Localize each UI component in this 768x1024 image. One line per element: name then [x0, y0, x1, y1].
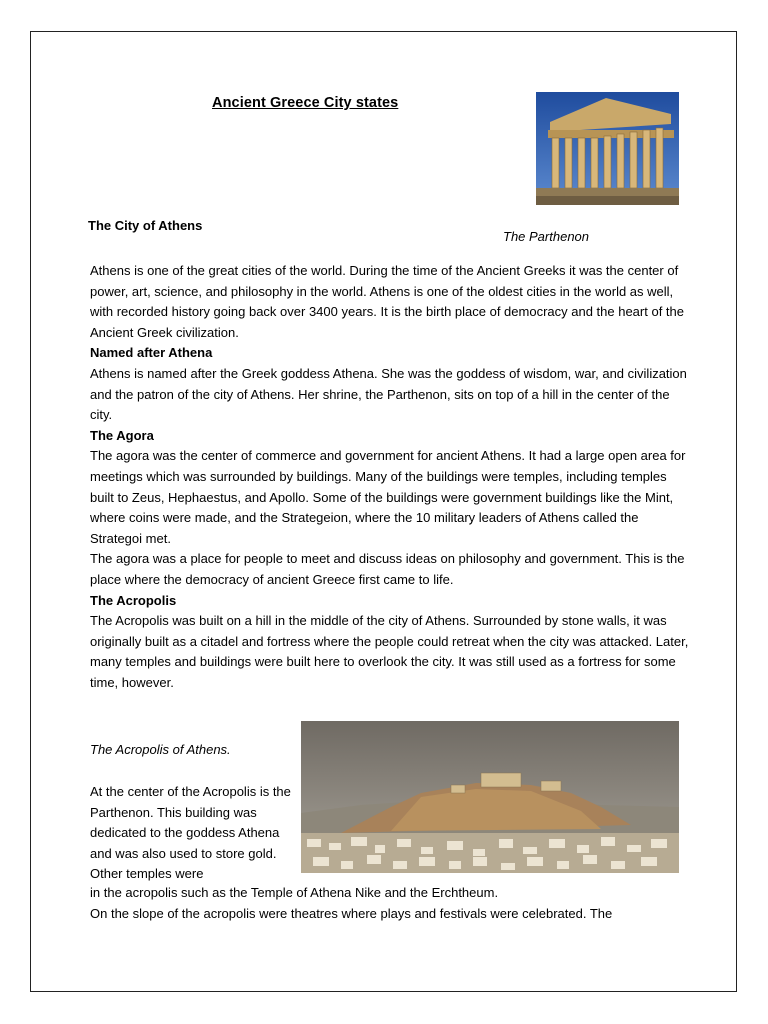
wrapped-text-block: [90, 782, 295, 885]
document-title: Ancient Greece City states: [212, 95, 399, 111]
slope-paragraph: On the slope of the acropolis were theatres where plays and festivals were celebrated. The: [90, 905, 613, 921]
continued-text-block: [90, 883, 690, 924]
named-heading: Named after Athena: [90, 345, 213, 361]
center-paragraph-continued: in the acropolis such as the Temple of Athena Nike and the Erchtheum.: [90, 885, 499, 900]
acropolis-paragraph: The Acropolis was built on a hill in the middle of the city of Athens. Surrounded by stone walls, it was originally built as a citadel and fortress where the people could retreat when the city was attacked. Later, many temples and buildings were built here to overlook the city. It was still used as a fortress for some time, however.: [90, 613, 689, 690]
parthenon-caption: The Parthenon: [503, 229, 590, 244]
section-heading: The City of Athens: [88, 218, 203, 233]
acropolis-caption: The Acropolis of Athens.: [90, 742, 231, 757]
center-paragraph: At the center of the Acropolis is the Parthenon. This building was dedicated to the goddess Athena and was also used to store gold. Other temples were: [90, 784, 291, 882]
parthenon-photo: [536, 92, 679, 205]
intro-paragraph: Athens is one of the great cities of the world. During the time of the Ancient Greeks it was the center of power, art, science, and philosophy in the world. Athens is one of the oldest cities in the world as well, with recorded history going back over 3400 years. It is the birth place of democracy and the heart of the Ancient Greek civilization.: [90, 263, 684, 340]
named-paragraph: Athens is named after the Greek goddess Athena. She was the goddess of wisdom, war, and civilization and the patron of the city of Athens. Her shrine, the Parthenon, sits on top of a hill in the center of the city.: [90, 365, 687, 423]
acropolis-photo: [301, 721, 679, 873]
acropolis-heading: The Acropolis: [90, 592, 177, 608]
main-body: [90, 261, 690, 693]
agora-heading: The Agora: [90, 427, 154, 443]
agora-paragraph-2: The agora was a place for people to meet and discuss ideas on philosophy and government. This is the place where the democracy of ancient Greece first came to life.: [90, 551, 685, 587]
agora-paragraph-1: The agora was the center of commerce and government for ancient Athens. It had a large open area for meetings which was surrounded by buildings. Many of the buildings were temples, including temples built to Zeus, Hephaestus, and Apollo. Some of the buildings were government buildings like the Mint, where coins were made, and the Strategeion, where the 10 military leaders of Athens called the Strategoi met.: [90, 448, 686, 546]
